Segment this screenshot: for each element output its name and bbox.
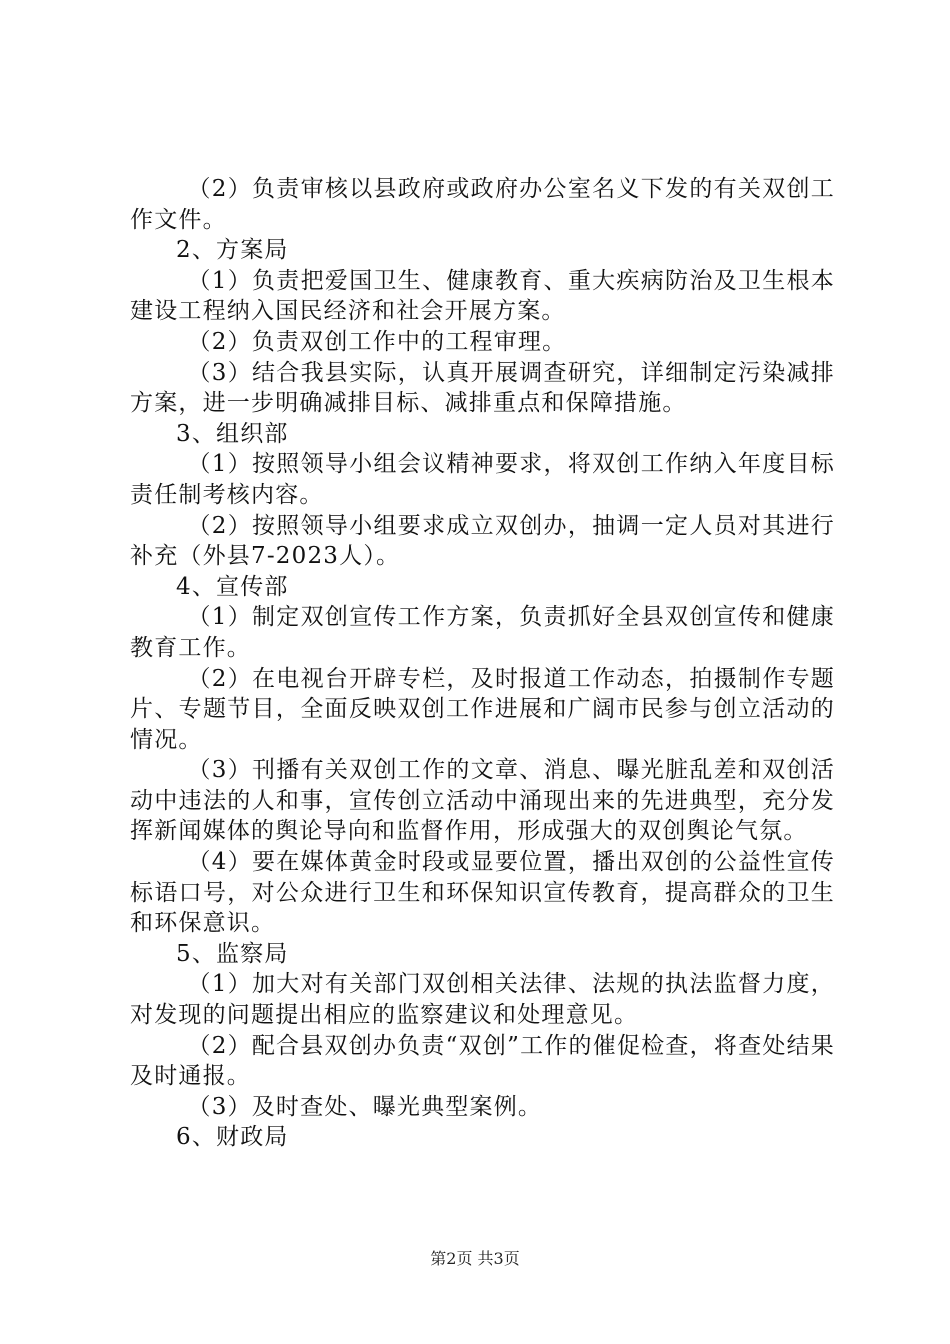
paragraph: （4）要在媒体黄金时段或显要位置，播出双创的公益性宣传标语口号，对公众进行卫生和环保知识宣传教育，提高群众的卫生和环保意识。 bbox=[130, 849, 835, 937]
paragraph: （2）在电视台开辟专栏，及时报道工作动态，拍摄制作专题片、专题节目，全面反映双创工作进展和广阔市民参与创立活动的情况。 bbox=[130, 665, 835, 753]
paragraph: （3）刊播有关双创工作的文章、消息、曝光脏乱差和双创活动中违法的人和事，宣传创立活动中涌现出来的先进典型，充分发挥新闻媒体的舆论导向和监督作用，形成强大的双创舆论气氛。 bbox=[130, 757, 835, 845]
document-body bbox=[130, 174, 835, 1153]
paragraph: （1）负责把爱国卫生、健康教育、重大疾病防治及卫生根本建设工程纳入国民经济和社会开展方案。 bbox=[130, 267, 835, 325]
section-heading: 5、监察局 bbox=[176, 940, 289, 967]
section-heading: 6、财政局 bbox=[176, 1124, 289, 1151]
paragraph: （2）按照领导小组要求成立双创办，抽调一定人员对其进行补充（外县7-2023人）。 bbox=[130, 512, 835, 570]
section-heading: 4、宣传部 bbox=[176, 573, 289, 600]
paragraph: （3）及时查处、曝光典型案例。 bbox=[187, 1093, 543, 1120]
paragraph: （2）配合县双创办负责“双创”工作的催促检查，将查处结果及时通报。 bbox=[130, 1032, 835, 1090]
paragraph: （1）制定双创宣传工作方案，负责抓好全县双创宣传和健康教育工作。 bbox=[130, 604, 835, 661]
paragraph: （1）加大对有关部门双创相关法律、法规的执法监督力度，对发现的问题提出相应的监察建议和处理意见。 bbox=[130, 971, 835, 1029]
section-heading: 3、组织部 bbox=[176, 420, 289, 447]
page-footer: 第2页 共3页 bbox=[430, 1249, 520, 1268]
paragraph: （3）结合我县实际，认真开展调查研究，详细制定污染减排方案，进一步明确减排目标、减排重点和保障措施。 bbox=[130, 359, 835, 417]
paragraph: （2）负责双创工作中的工程审理。 bbox=[187, 328, 567, 355]
paragraph: （1）按照领导小组会议精神要求，将双创工作纳入年度目标责任制考核内容。 bbox=[130, 451, 835, 508]
section-heading: 2、方案局 bbox=[176, 237, 289, 264]
paragraph: （2）负责审核以县政府或政府办公室名义下发的有关双创工作文件。 bbox=[130, 176, 835, 233]
